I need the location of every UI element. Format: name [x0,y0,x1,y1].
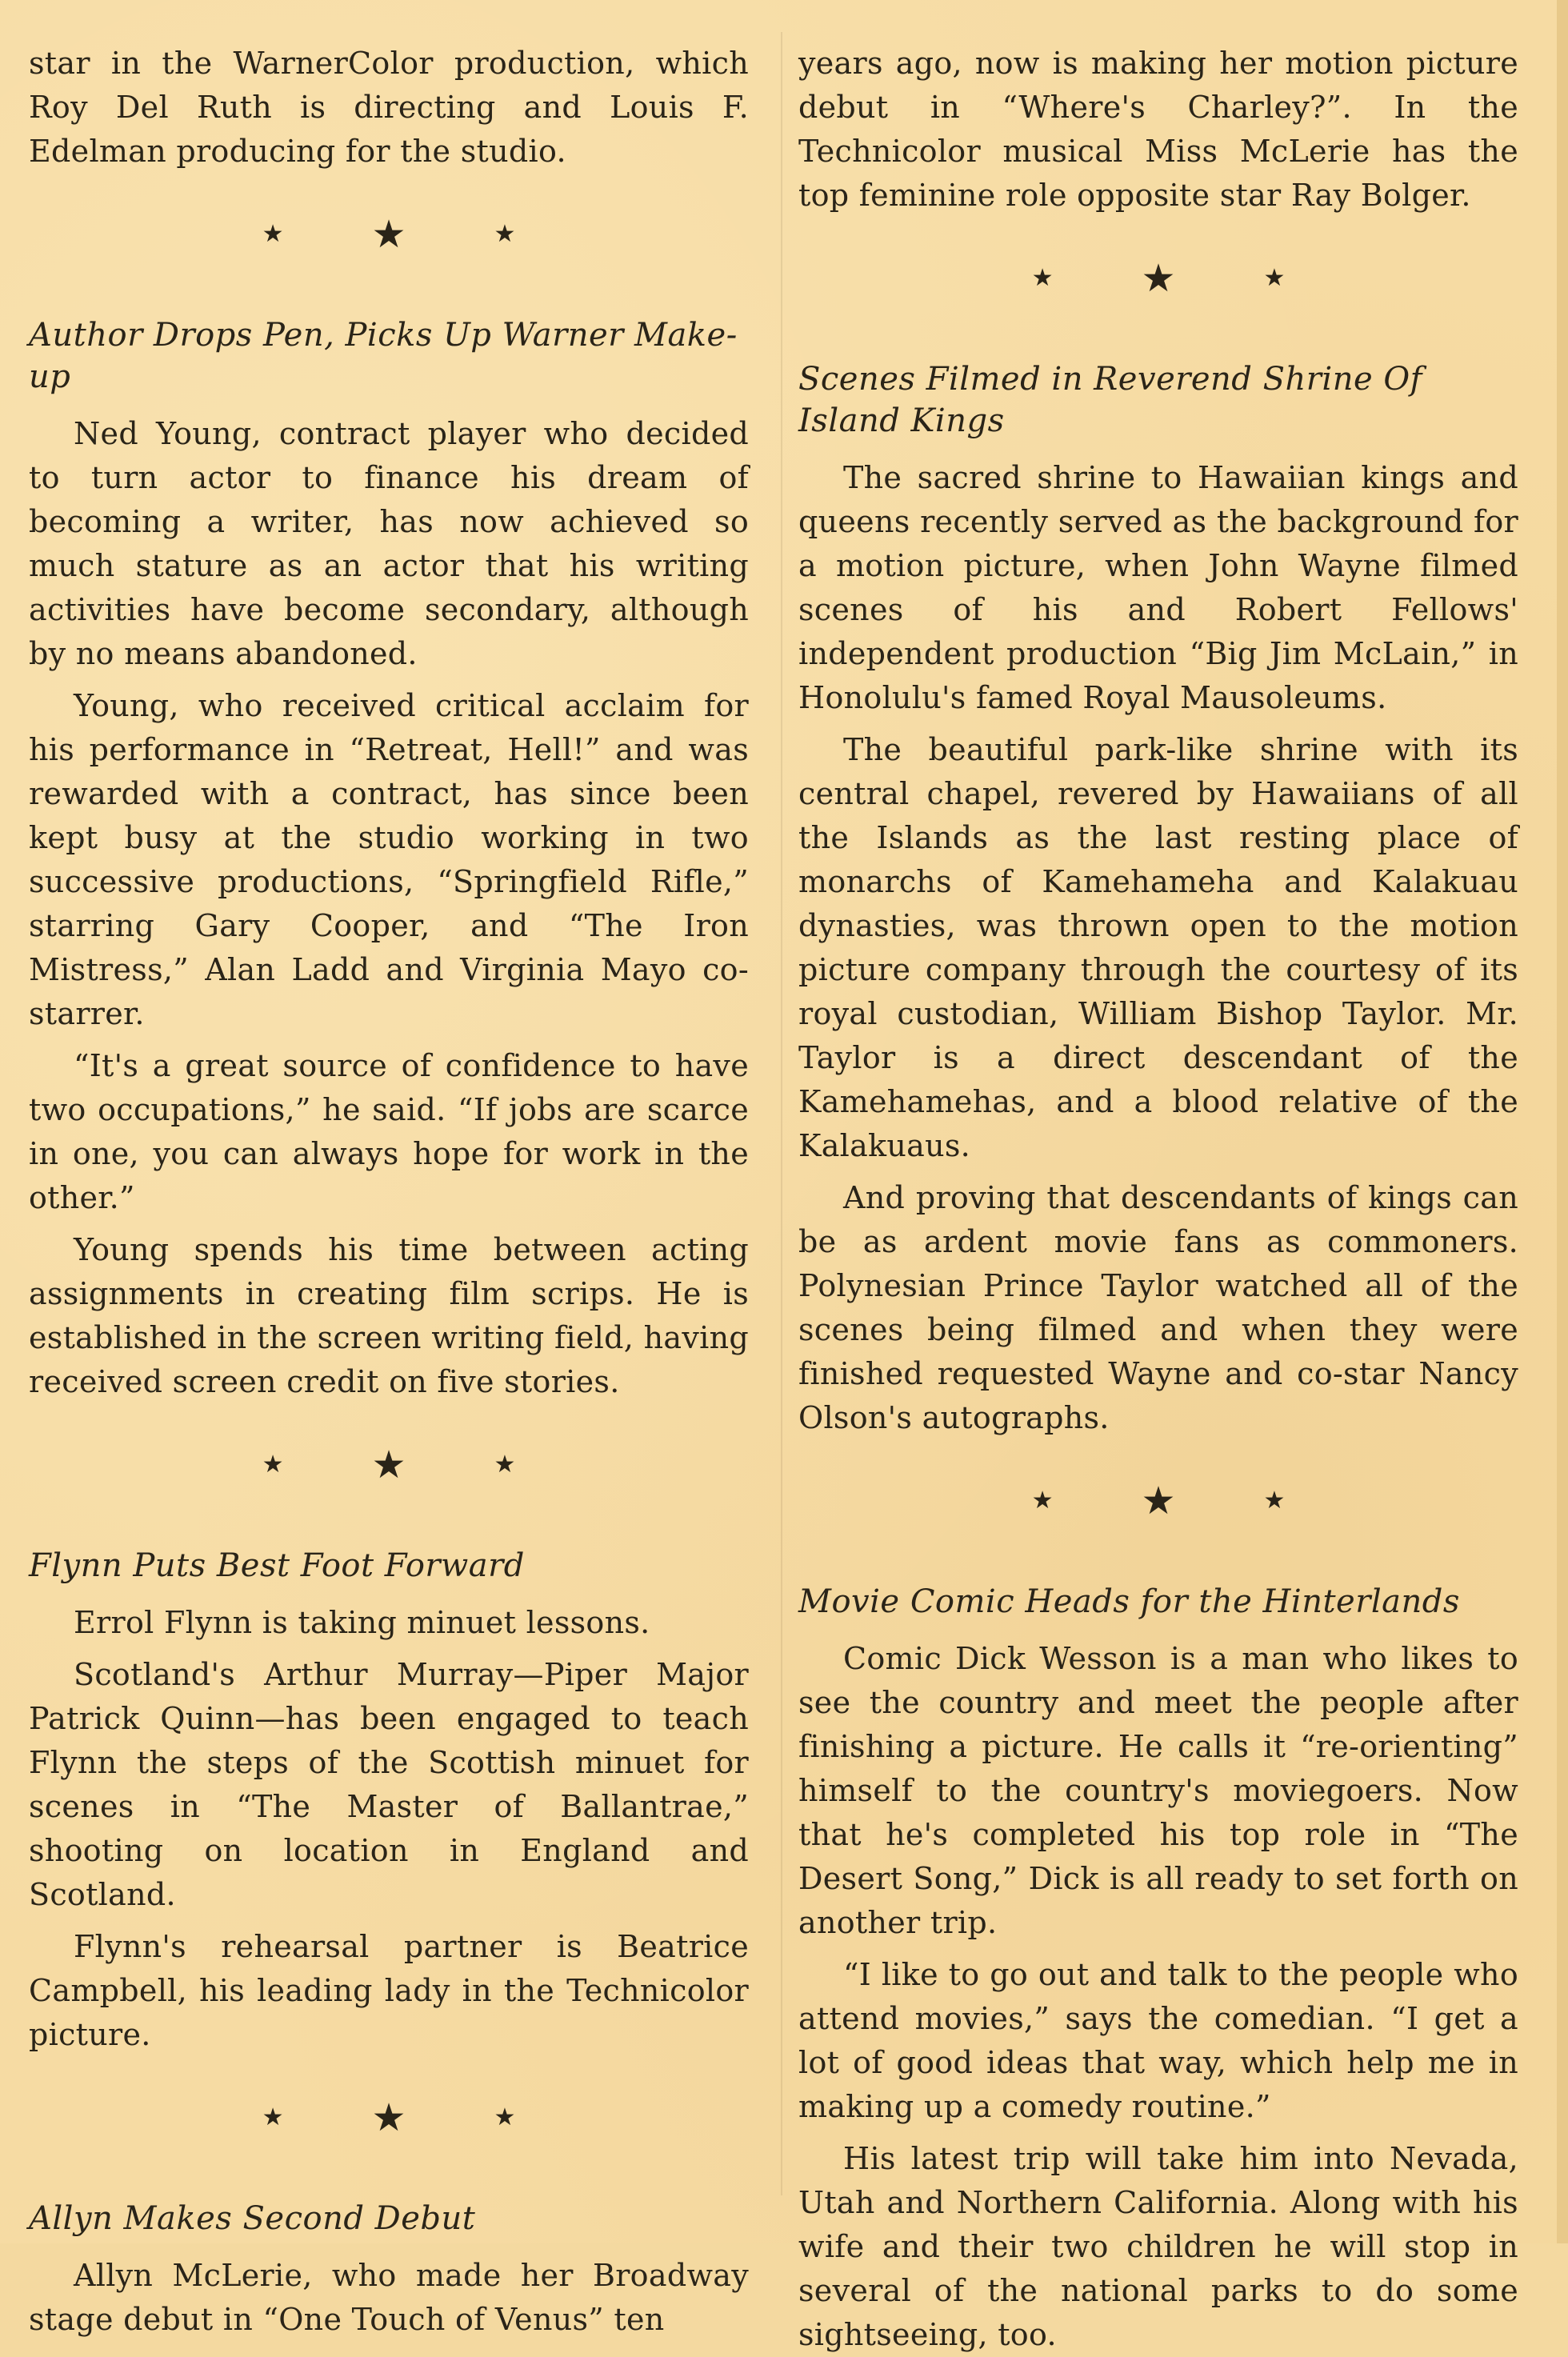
star-icon: ★ [1263,1487,1286,1515]
star-icon: ★ [494,2103,516,2131]
article-paragraph: Allyn McLerie, who made her Broadway stage debut in “One Touch of Venus” ten [29,2258,749,2337]
article-paragraph: Ned Young, contract player who decided to turn actor to finance his dream of becoming a writer, has now achieved so much stature as an actor that his writing activities have become secondary, although by no means abandoned. [29,416,749,671]
star-icon: ★ [262,220,284,248]
star-separator [798,1469,1518,1533]
article-paragraph: And proving that descendants of kings can be as ardent movie fans as commoners. Polynesian Prince Taylor watched all of the scenes being filmed and when they were finished requested Wayne and co-star Nancy Olson's autographs. [798,1180,1518,1435]
right-column [798,42,1518,2352]
star-separator [29,1433,749,1497]
star-icon: ★ [1141,256,1176,301]
star-icon: ★ [494,1451,516,1479]
article-paragraph: “It's a great source of confidence to have two occupations,” he said. “If jobs are scarce in one, you can always hope for work in the other.” [29,1048,749,1215]
article-paragraph: The sacred shrine to Hawaiian kings and queens recently served as the background for a motion picture, when John Wayne filmed scenes of his and Robert Fellows' independent production “Big Jim McLain,” in Honolulu's famed Royal Mausoleums. [798,460,1518,715]
star-icon: ★ [262,1451,284,1479]
article-scenes-filmed [798,358,1518,1440]
star-separator [798,246,1518,310]
continued-paragraph: years ago, now is making her motion picture debut in “Where's Charley?”. In the Technicolor musical Miss McLerie has the top feminine role opposite star Ray Bolger. [798,46,1518,213]
article-author-drops-pen [29,314,749,1404]
article-headline: Allyn Makes Second Debut [29,2200,476,2237]
article-paragraph: His latest trip will take him into Nevada, Utah and Northern California. Along with his wife and their two children he will stop in several of the national parks to do some sightseeing, too. [798,2141,1518,2352]
left-column [29,42,749,2337]
article-paragraph: Young, who received critical acclaim for his performance in “Retreat, Hell!” and was rewarded with a contract, has since been kept busy at the studio working in two successive productions, “Springfield Rifle,” starring Gary Cooper, and “The Iron Mistress,” Alan Ladd and Virginia Mayo co-starrer. [29,688,749,1031]
star-icon: ★ [371,212,406,257]
star-separator [29,2086,749,2150]
star-icon: ★ [1031,264,1054,292]
article-paragraph: Errol Flynn is taking minuet lessons. [74,1605,650,1640]
star-icon: ★ [1031,1487,1054,1515]
article-allyn [29,2198,749,2342]
article-paragraph: Comic Dick Wesson is a man who likes to see the country and meet the people after finishing a picture. He calls it “re-orienting” himself to the country's moviegoers. Now that he's completed his top role in “The Desert Song,” Dick is all ready to set forth on another trip. [798,1641,1518,1940]
article-paragraph: The beautiful park-like shrine with its central chapel, revered by Hawaiians of all the Islands as the last resting place of monarchs of Kamehameha and Kalakuau dynasties, was thrown open to the motion picture company through the courtesy of its royal custodian, William Bishop Taylor. Mr. Taylor is a direct descendant of the Kamehamehas, and a blood relative of the Kalakuaus. [798,732,1518,1163]
article-headline: Flynn Puts Best Foot Forward [29,1547,525,1584]
article-headline: Movie Comic Heads for the Hinterlands [798,1583,1460,1620]
article-paragraph: Young spends his time between acting assignments in creating film scrips. He is established in the screen writing field, having received screen credit on five stories. [29,1232,749,1399]
article-paragraph: Scotland's Arthur Murray—Piper Major Patrick Quinn—has been engaged to teach Flynn the steps of the Scottish minuet for scenes in “The Master of Ballantrae,” shooting on location in England and Scotland. [29,1657,749,1912]
article-headline: Scenes Filmed in Reverend Shrine Of Island Kings [798,361,1422,439]
article-headline: Author Drops Pen, Picks Up Warner Make-up [29,317,738,395]
star-icon: ★ [371,2095,406,2140]
article-paragraph: “I like to go out and talk to the people who attend movies,” says the comedian. “I get a lot of good ideas that way, which help me in making up a comedy routine.” [798,1957,1518,2124]
article-flynn [29,1545,749,2057]
star-icon: ★ [262,2103,284,2131]
star-icon: ★ [1263,264,1286,292]
continued-paragraph: star in the WarnerColor production, which Roy Del Ruth is directing and Louis F. Edelman producing for the studio. [29,46,749,169]
star-icon: ★ [1141,1479,1176,1523]
star-separator [29,202,749,266]
star-icon: ★ [494,220,516,248]
star-icon: ★ [371,1443,406,1487]
article-movie-comic [798,1581,1518,2357]
article-paragraph: Flynn's rehearsal partner is Beatrice Campbell, his leading lady in the Technicolor picture. [29,1929,749,2052]
text-columns [29,42,1518,2352]
